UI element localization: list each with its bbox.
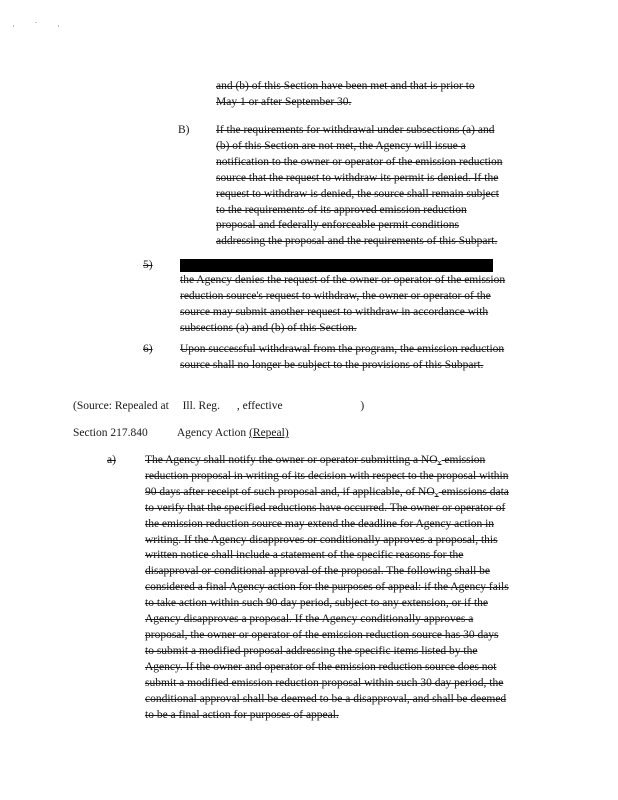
item-b-text: If the requirements for withdrawal under subsections (a) and (b) of this Section are not met, the Agency will issue a notification to the owner or operator of the emission reduction source that the request to withdraw its permit is denied. If the request to withdraw is denied, the source shall remain subject to the requirements of its approved emission reduction proposal and federally enforceable permit conditions addressing the proposal and the requirements of this Subpart. — [216, 124, 503, 248]
nox-subscript-1: x — [437, 458, 442, 467]
item-b-label: B) — [178, 124, 190, 136]
item-6-text: Upon successful withdrawal from the program, the emission reduction source shall no longer be subject to the provisions of this Subpart. — [180, 343, 505, 371]
source-close: ) — [360, 400, 365, 412]
item-6-label: 6) — [143, 343, 153, 355]
section-status: (Repeal) — [249, 427, 289, 439]
section-title: Agency Action — [176, 427, 247, 439]
source-effective: , effective — [236, 400, 283, 412]
section-number: Section 217.840 — [73, 427, 148, 439]
source-repealed-at: Repealed at — [114, 400, 169, 412]
section-heading — [73, 426, 289, 442]
item-5-label: 5) — [143, 259, 153, 271]
item-a-text-part-1: The Agency shall notify the owner or operator submitting a NO — [145, 454, 438, 466]
continued-paragraph: and (b) of this Section have been met and that is prior to May 1 or after September 30. — [216, 80, 475, 108]
item-a-text — [145, 453, 509, 723]
source-note — [73, 399, 533, 415]
item-a-text-part-3: emissions data to verify that the specified reductions have occurred. The owner or operator of the emission reduction source may extend the deadline for Agency action in writing. If the Agency disapproves or conditionally approves a proposal, this written notice shall include a statement of the specific reasons for the disapproval or conditional approval of the proposal. The following shall be considered a final Agency action for the purposes of appeal: if the Agency fails to take action within such 90 day period, subject to any extension, or if the Agency disapproves a proposal. If the Agency conditionally approves a proposal, the owner or operator of the emission reduction source has 30 days to submit a modified proposal addressing the specific items listed by the Agency. If the owner and operator of the emission reduction source does not submit a modified emission reduction proposal within such 30 day period, the conditional approval shall be deemed to be a disapproval, and shall be deemed to be a final action for purposes of appeal. — [145, 485, 509, 721]
item-a-label: a) — [107, 454, 116, 466]
source-ill-reg: Ill. Reg. — [182, 400, 220, 412]
redaction-bar — [180, 259, 493, 272]
nox-subscript-2: x — [434, 489, 439, 499]
item-5-text: the Agency denies the request of the owner or operator of the emission reduction source's request to withdraw, the owner or operator of the source may submit another request to withdraw in accordance with subsections (a) and (b) of this Section. — [180, 274, 506, 334]
source-open: (Source: — [73, 400, 112, 412]
item-a-text-part-2: emission reduction proposal in writing of its decision with respect to the proposal within 90 days after receipt of such proposal and, if applicable, of NO — [145, 454, 509, 498]
scan-specks: · ˙ · — [12, 22, 68, 32]
